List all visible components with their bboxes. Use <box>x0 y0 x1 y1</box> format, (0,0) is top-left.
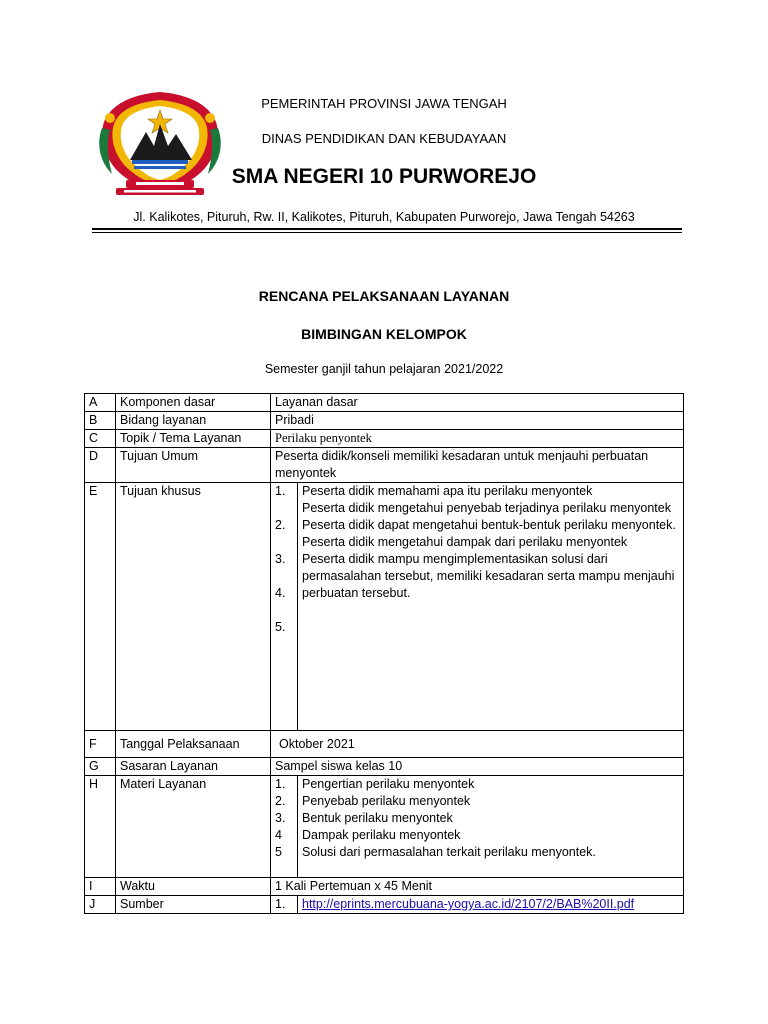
row-value: Oktober 2021 <box>271 731 684 758</box>
item-number: 2. <box>275 518 286 532</box>
row-label: Tujuan Umum <box>116 448 271 483</box>
list-item: Dampak perilaku menyontek <box>302 828 461 842</box>
school-address: Jl. Kalikotes, Pituruh, Rw. II, Kalikotes, Pituruh, Kabupaten Purworejo, Jawa Tengah 54263 <box>133 210 635 224</box>
item-number: 5. <box>275 620 286 634</box>
item-numbers <box>271 776 298 878</box>
item-number: 5 <box>275 845 282 859</box>
item-texts <box>298 776 684 878</box>
row-value: Perilaku penyontek <box>271 430 684 448</box>
letterhead-rule-thick <box>92 228 682 230</box>
list-item: Peserta didik mengetahui dampak dari perilaku menyontek <box>302 535 628 549</box>
table-row <box>85 412 684 430</box>
row-label: Tanggal Pelaksanaan <box>116 731 271 758</box>
item-number: 1. <box>275 777 286 791</box>
semester-line: Semester ganjil tahun pelajaran 2021/2022 <box>264 362 504 376</box>
row-value: 1 Kali Pertemuan x 45 Menit <box>271 878 684 896</box>
row-label: Topik / Tema Layanan <box>116 430 271 448</box>
table-row <box>85 483 684 731</box>
row-label: Bidang layanan <box>116 412 271 430</box>
row-label: Sumber <box>116 896 271 914</box>
table-row <box>85 430 684 448</box>
table-row <box>85 878 684 896</box>
item-number: 1. <box>271 896 298 914</box>
row-code: B <box>85 412 116 430</box>
document-subtitle: BIMBINGAN KELOMPOK <box>301 326 467 342</box>
table-row <box>85 448 684 483</box>
government-name: PEMERINTAH PROVINSI JAWA TENGAH <box>261 96 507 111</box>
row-code: G <box>85 758 116 776</box>
row-code: J <box>85 896 116 914</box>
department-name: DINAS PENDIDIKAN DAN KEBUDAYAAN <box>261 131 507 146</box>
school-name: SMA NEGERI 10 PURWOREJO <box>231 165 537 188</box>
list-item: Peserta didik dapat mengetahui bentuk-bentuk perilaku menyontek. <box>302 518 676 532</box>
source-link[interactable]: http://eprints.mercubuana-yogya.ac.id/2107/2/BAB%20II.pdf <box>302 897 635 911</box>
row-code: D <box>85 448 116 483</box>
row-label: Tujuan khusus <box>116 483 271 731</box>
item-number: 4 <box>275 828 282 842</box>
list-item: Peserta didik mampu mengimplementasikan solusi dari <box>302 552 608 566</box>
table-row <box>85 731 684 758</box>
item-number: 4. <box>275 586 286 600</box>
row-code: A <box>85 394 116 412</box>
row-label: Materi Layanan <box>116 776 271 878</box>
item-number: 1. <box>275 484 286 498</box>
source-cell <box>298 896 684 914</box>
row-label: Komponen dasar <box>116 394 271 412</box>
row-value: Peserta didik/konseli memiliki kesadaran untuk menjauhi perbuatan menyontek <box>271 448 684 483</box>
row-label: Sasaran Layanan <box>116 758 271 776</box>
list-item: Peserta didik mengetahui penyebab terjadinya perilaku menyontek <box>302 501 671 515</box>
item-number: 3. <box>275 811 286 825</box>
item-number: 3. <box>275 552 286 566</box>
plan-table <box>84 393 684 914</box>
letterhead-rule-thin <box>92 232 682 233</box>
list-item: Penyebab perilaku menyontek <box>302 794 471 808</box>
row-value: Sampel siswa kelas 10 <box>271 758 684 776</box>
row-code: F <box>85 731 116 758</box>
row-label: Waktu <box>116 878 271 896</box>
letterhead <box>0 0 768 232</box>
document-title: RENCANA PELAKSANAAN LAYANAN <box>258 288 510 304</box>
table-row <box>85 896 684 914</box>
table-row <box>85 758 684 776</box>
item-numbers <box>271 483 298 731</box>
row-value: Layanan dasar <box>271 394 684 412</box>
table-row <box>85 776 684 878</box>
list-item: perbuatan tersebut. <box>302 586 411 600</box>
row-code: H <box>85 776 116 878</box>
list-item: Solusi dari permasalahan terkait perilaku menyontek. <box>302 845 596 859</box>
row-code: I <box>85 878 116 896</box>
table-row <box>85 394 684 412</box>
list-item: permasalahan tersebut, memiliki kesadaran serta mampu menjauhi <box>302 569 675 583</box>
row-code: C <box>85 430 116 448</box>
list-item: Bentuk perilaku menyontek <box>302 811 453 825</box>
list-item: Pengertian perilaku menyontek <box>302 777 475 791</box>
item-number: 2. <box>275 794 286 808</box>
item-texts <box>298 483 684 731</box>
row-code: E <box>85 483 116 731</box>
list-item: Peserta didik memahami apa itu perilaku menyontek <box>302 484 593 498</box>
row-value: Pribadi <box>271 412 684 430</box>
